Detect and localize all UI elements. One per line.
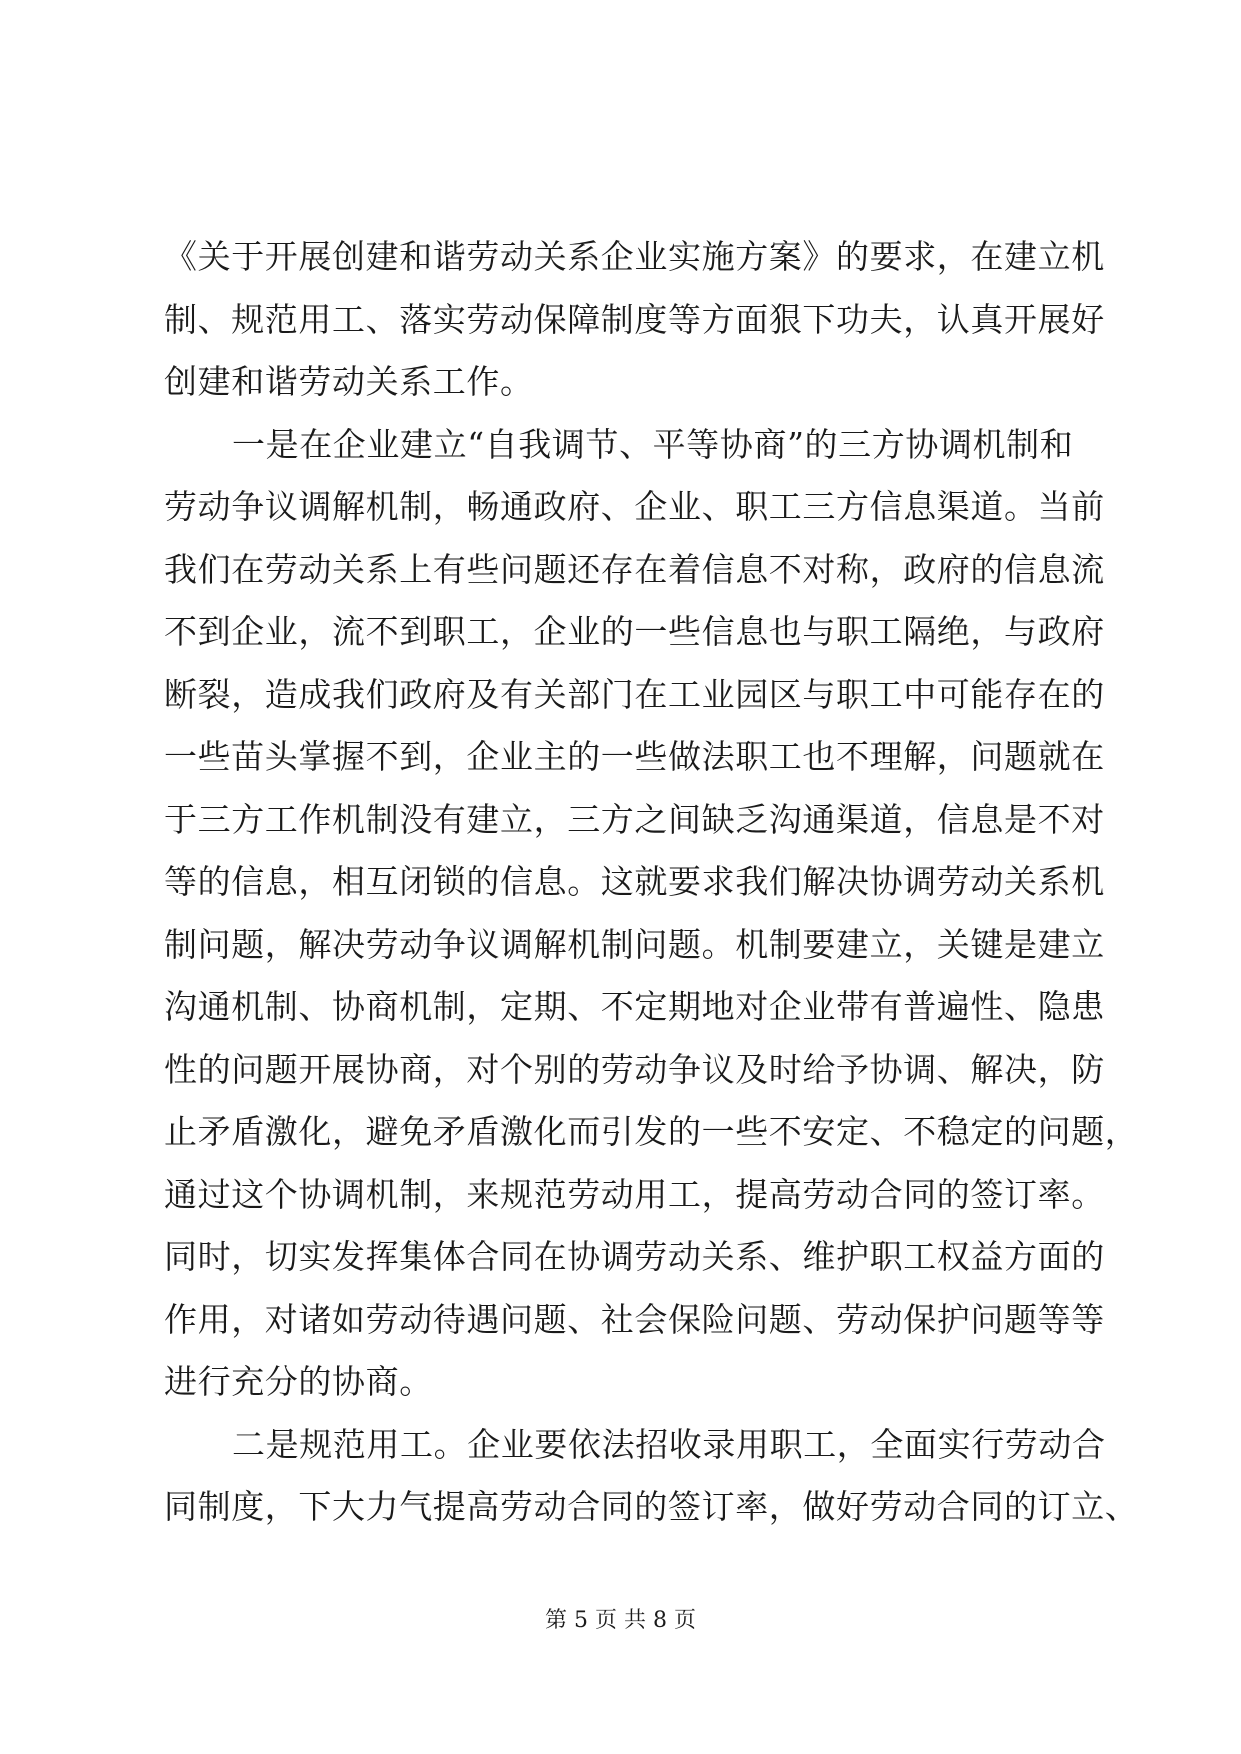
text-line: 等的信息，相互闭锁的信息。这就要求我们解决协调劳动关系机 xyxy=(164,862,1105,901)
text-line: 不到企业，流不到职工，企业的一些信息也与职工隔绝，与政府 xyxy=(164,612,1105,651)
paragraph-first-line: 一是在企业建立“自我调节、平等协商”的三方协调机制和 xyxy=(232,424,1074,464)
text-line: 一些苗头掌握不到，企业主的一些做法职工也不理解，问题就在 xyxy=(164,737,1105,776)
text-line: 性的问题开展协商，对个别的劳动争议及时给予协调、解决，防 xyxy=(164,1049,1105,1089)
text-line: 劳动争议调解机制，畅通政府、企业、职工三方信息渠道。当前 xyxy=(164,487,1105,526)
text-line: 进行充分的协商。 xyxy=(164,1362,433,1401)
text-line: 沟通机制、协商机制，定期、不定期地对企业带有普遍性、隐患 xyxy=(164,987,1105,1026)
text-line: 《关于开展创建和谐劳动关系企业实施方案》的要求，在建立机 xyxy=(164,237,1105,276)
text-line: 止矛盾激化，避免矛盾激化而引发的一些不安定、不稳定的问题， xyxy=(164,1112,1139,1151)
page-number-footer: 第 5 页 共 8 页 xyxy=(545,1608,696,1633)
text-line: 同时，切实发挥集体合同在协调劳动关系、维护职工权益方面的 xyxy=(164,1237,1105,1276)
paragraph-first-line: 二是规范用工。企业要依法招收录用职工，全面实行劳动合 xyxy=(232,1424,1106,1464)
text-line: 我们在劳动关系上有些问题还存在着信息不对称，政府的信息流 xyxy=(164,549,1105,589)
text-line: 断裂，造成我们政府及有关部门在工业园区与职工中可能存在的 xyxy=(164,674,1105,714)
text-line: 制、规范用工、落实劳动保障制度等方面狠下功夫，认真开展好 xyxy=(164,299,1105,339)
text-line: 于三方工作机制没有建立，三方之间缺乏沟通渠道，信息是不对 xyxy=(164,799,1105,839)
text-line: 创建和谐劳动关系工作。 xyxy=(164,362,534,401)
text-line: 制问题，解决劳动争议调解机制问题。机制要建立，关键是建立 xyxy=(164,924,1105,964)
text-line: 同制度，下大力气提高劳动合同的签订率，做好劳动合同的订立、 xyxy=(164,1487,1139,1526)
text-line: 通过这个协调机制，来规范劳动用工，提高劳动合同的签订率。 xyxy=(164,1174,1105,1214)
text-line: 作用，对诸如劳动待遇问题、社会保险问题、劳动保护问题等等 xyxy=(164,1299,1105,1339)
document-body xyxy=(164,226,1139,1539)
